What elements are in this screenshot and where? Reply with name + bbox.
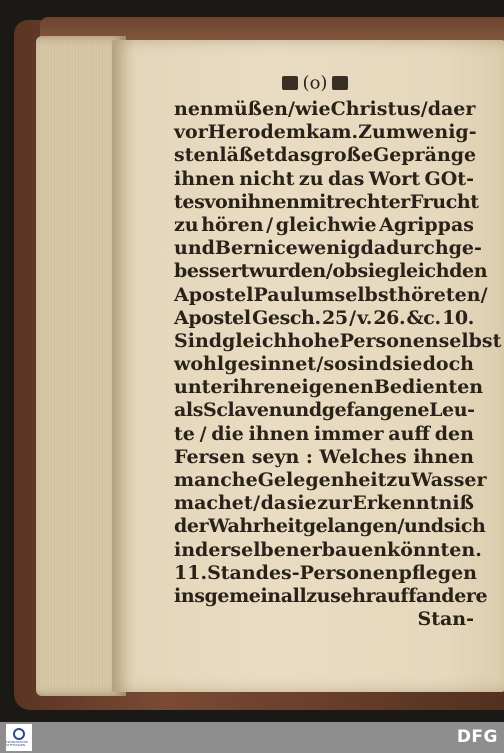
text-line: und Bernice wenig dadurch ge-: [174, 237, 482, 260]
text-line: machet / da sie zur Erkenntniß: [174, 492, 474, 515]
text-line: manche Gelegenheit zu Wasser: [174, 469, 487, 491]
text-line: in derselben erbauen könnten.: [174, 538, 482, 561]
text-line: der Wahrheit gelangen / und sich: [174, 515, 486, 538]
institution-logo[interactable]: [6, 724, 32, 751]
text-line: 11. Standes-Personen pflegen: [174, 561, 477, 584]
text-line: ihnen nicht zu das Wort GOt-: [174, 167, 474, 190]
text-line: te / die ihnen immer auff den: [174, 422, 474, 445]
ornament-left-icon: [282, 76, 298, 90]
text-line: tes von ihnen mit rechter Frucht: [174, 190, 479, 213]
text-line: Fersen seyn : Welches ihnen: [174, 445, 474, 468]
text-line: als Sclaven und gefangene Leu-: [174, 399, 475, 422]
viewer-footer: [0, 722, 504, 753]
catchword: Stan-: [417, 608, 474, 631]
text-line: sten läßet das große Gepränge: [174, 144, 477, 167]
logo-text: FRANCKESCHE STIFTUNGEN: [6, 740, 29, 747]
text-line: Sind gleich hohe Personen selbst: [174, 329, 502, 352]
text-line: nen müßen/ wie Christus/ da er: [174, 98, 476, 120]
body-text: [174, 98, 502, 631]
text-line: Apostel Paulum selbst höreten /: [174, 283, 488, 306]
ornament-right-icon: [332, 76, 348, 90]
text-line: wohl gesinnet / so sind sie doch: [174, 353, 474, 376]
text-line: bessert wurden / ob sie gleich den: [174, 260, 488, 283]
text-line: insgemein allzusehr auff andere: [174, 584, 488, 607]
text-line: Apostel Gesch. 25 / v. 26. &c. 10.: [174, 306, 474, 329]
text-line: zu hören / gleichwie Agrippas: [174, 213, 474, 236]
text-line: unter ihren eigenen Bedienten: [174, 376, 484, 399]
page-number: (o): [302, 72, 328, 94]
dfg-logo[interactable]: DFG: [456, 727, 498, 747]
seal-icon: [13, 728, 25, 740]
text-line: vor Herodem kam. Zum wenig-: [174, 121, 477, 144]
page-header: [265, 72, 365, 94]
